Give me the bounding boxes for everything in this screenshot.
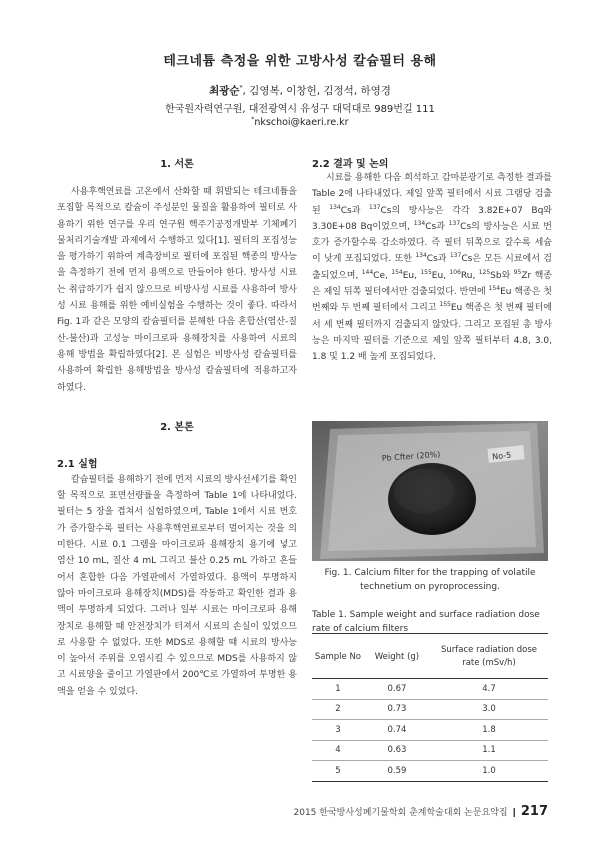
paper-title: 테크네튬 측정을 위한 고방사성 칼슘필터 용해 (163, 54, 437, 69)
header-dose-rate: Surface radiation dose rate (mSv/h) (430, 634, 548, 679)
author-list (0, 83, 600, 98)
lead-author: 최광순 (209, 85, 240, 97)
email-mark: * (251, 115, 255, 123)
experiment-heading: 2.1 실험 (57, 458, 98, 470)
cell-sample: 4 (312, 740, 364, 761)
body-heading: 2. 본론 (160, 421, 194, 433)
results-paragraph: 시료를 용해한 다음 희석하고 감마분광기로 측정한 결과를 Table 2에 나타내었다. 제일 앞쪽 필터에서 시료 그램당 검출된 $^{134}$Cs과 $^{137}$Cs의 방사능은 각각 3.82E+07 Bq와 3.30E+08 Bq이었으며, $^{134}$Cs과 $^{137}$Cs의 방사능은 시료 번호가 증가할수록 감소하였다. 즉 필터 뒤쪽으로 갈수록 세슘이 낮게 포집되었다. 또한 $^{134}$Cs과 $^{137}$Cs은 모든 시료에서 검출되었으며, $^{144}$Ce, $^{154}$Eu, $^{155}$Eu, $^{106}$Ru, $^{125}$Sb와 $^{95}$Zr 핵종은 제일 뒤쪽 필터에서만 검출되었다. 반면에 $^{154}$Eu 핵종은 첫 번째와 두 번째 필터에서 그리고 $^{155}$Eu 핵종은 첫 번째 필터에서 세 번째 필터까지 검출되지 않았다. 그리고 포집된 총 방사능은 마지막 필터를 기준으로 제일 앞쪽 필터부터 4.8, 3.0, 1.8 및 1.2 배 높게 포집되었다. (312, 173, 553, 363)
page-footer (294, 804, 549, 819)
cell-dose: 3.0 (430, 699, 548, 720)
corresponding-email (0, 117, 600, 128)
left-column (57, 155, 297, 700)
cell-sample: 3 (312, 720, 364, 741)
table-row (312, 699, 548, 720)
table-row (312, 740, 548, 761)
cell-weight: 0.63 (364, 740, 430, 761)
cell-dose: 1.0 (430, 761, 548, 782)
right-column (312, 155, 552, 366)
intro-paragraph: 사용후핵연료를 고온에서 산화할 때 휘발되는 테크네튬을 포집할 목적으로 칼슘이 주성분인 물질을 활용하여 필터로 사용하기 위한 연구를 우리 연구원 핵주기공정개발부 기체폐기물처리기술개발 과제에서 수행하고 있다[1]. 필터의 포집성능을 평가하기 위하여 계측장비로 필터에 포집된 핵종의 방사능을 측정하기 전에 먼저 용액으로 만들어야 한다. 방사성 시료는 취급하기가 쉽지 않으므로 비방사성 시료를 사용하여 방사성 시료 용해를 위한 예비실험을 수행하는 것이 좋다. 따라서 Fig. 1과 같은 모양의 칼슘필터를 분해한 다음 혼합산(염산-질산-불산)과 고성능 마이크로파 용해장치를 사용하여 시료의 용해 방법을 확립하였다[2]. 본 실험은 비방사성 칼슘필터를 사용하여 확립한 용해방법을 방사성 칼슘필터에 적용하고자 하였다. (57, 187, 297, 393)
table-header-row (312, 634, 548, 679)
cell-dose: 4.7 (430, 679, 548, 700)
header-weight: Weight (g) (364, 634, 430, 679)
table-row (312, 720, 548, 741)
affiliation: 한국원자력연구원, 대전광역시 유성구 대덕대로 989번길 111 (165, 104, 435, 115)
cell-dose: 1.8 (430, 720, 548, 741)
footer-separator: ❙ (510, 808, 518, 818)
calcium-filter-photo (312, 421, 548, 561)
photo-sample-tag: No-5 (491, 450, 512, 462)
corresponding-mark: * (239, 84, 243, 92)
results-heading: 2.2 결과 및 논의 (312, 159, 389, 170)
table-row (312, 679, 548, 700)
cell-dose: 1.1 (430, 740, 548, 761)
cell-weight: 0.59 (364, 761, 430, 782)
cell-sample: 5 (312, 761, 364, 782)
table-caption: Table 1. Sample weight and surface radiation dose rate of calcium filters (312, 610, 540, 634)
email-address: nkschoi@kaeri.re.kr (254, 117, 349, 128)
photo-handwritten-label: Pb Cfter (20%) (381, 449, 441, 463)
header-sample-no: Sample No (312, 634, 364, 679)
cell-sample: 1 (312, 679, 364, 700)
cell-weight: 0.73 (364, 699, 430, 720)
intro-heading: 1. 서론 (160, 159, 194, 170)
footer-proceedings-name: 2015 한국방사성폐기물학회 춘계학술대회 논문요약집 (293, 808, 508, 818)
filter-photo-illustration (312, 421, 548, 561)
cell-sample: 2 (312, 699, 364, 720)
figure-caption: Fig. 1. Calcium filter for the trapping of volatile technetium on pyroprocessing. (324, 568, 536, 592)
co-authors: , 김영복, 이창헌, 김정석, 하영경 (242, 85, 391, 97)
page-number: 217 (520, 804, 548, 819)
experiment-paragraph: 칼슘필터를 용해하기 전에 먼저 시료의 방사선세기를 확인할 목적으로 표면선량률을 측정하여 Table 1에 나타내었다. 필터는 5 장을 겹쳐서 실험하였으며, Table 1에서 시료 번호가 증가할수록 필터는 사용후핵연료로부터 멀어지는 것을 의미한다. 시료 0.1 그램을 마이크로파 용해장치 용기에 넣고 염산 10 mL, 질산 4 mL 그리고 불산 0.25 mL 가하고 흔들어서 혼합한 다음 가열판에서 가열하였다. 용액이 투명하지 않아 마이크로파 용해장치(MDS)를 작동하고 확인한 결과 용액이 투명하게 되었다. 그러나 일부 시료는 마이크로파 용해장치로 용해할 때 안전장치가 터져서 시료의 손실이 있었으므로 사용할 수 없었다. 또한 MDS로 용해할 때 시료의 방사능이 높아서 주위를 오염시킬 수 있으므로 MDS를 사용하지 않고 시료양을 줄이고 가열판에서 200℃로 가열하여 투명한 용액을 얻을 수 있었다. (57, 474, 297, 697)
sample-table (312, 633, 548, 782)
cell-weight: 0.74 (364, 720, 430, 741)
table-row (312, 761, 548, 782)
cell-weight: 0.67 (364, 679, 430, 700)
